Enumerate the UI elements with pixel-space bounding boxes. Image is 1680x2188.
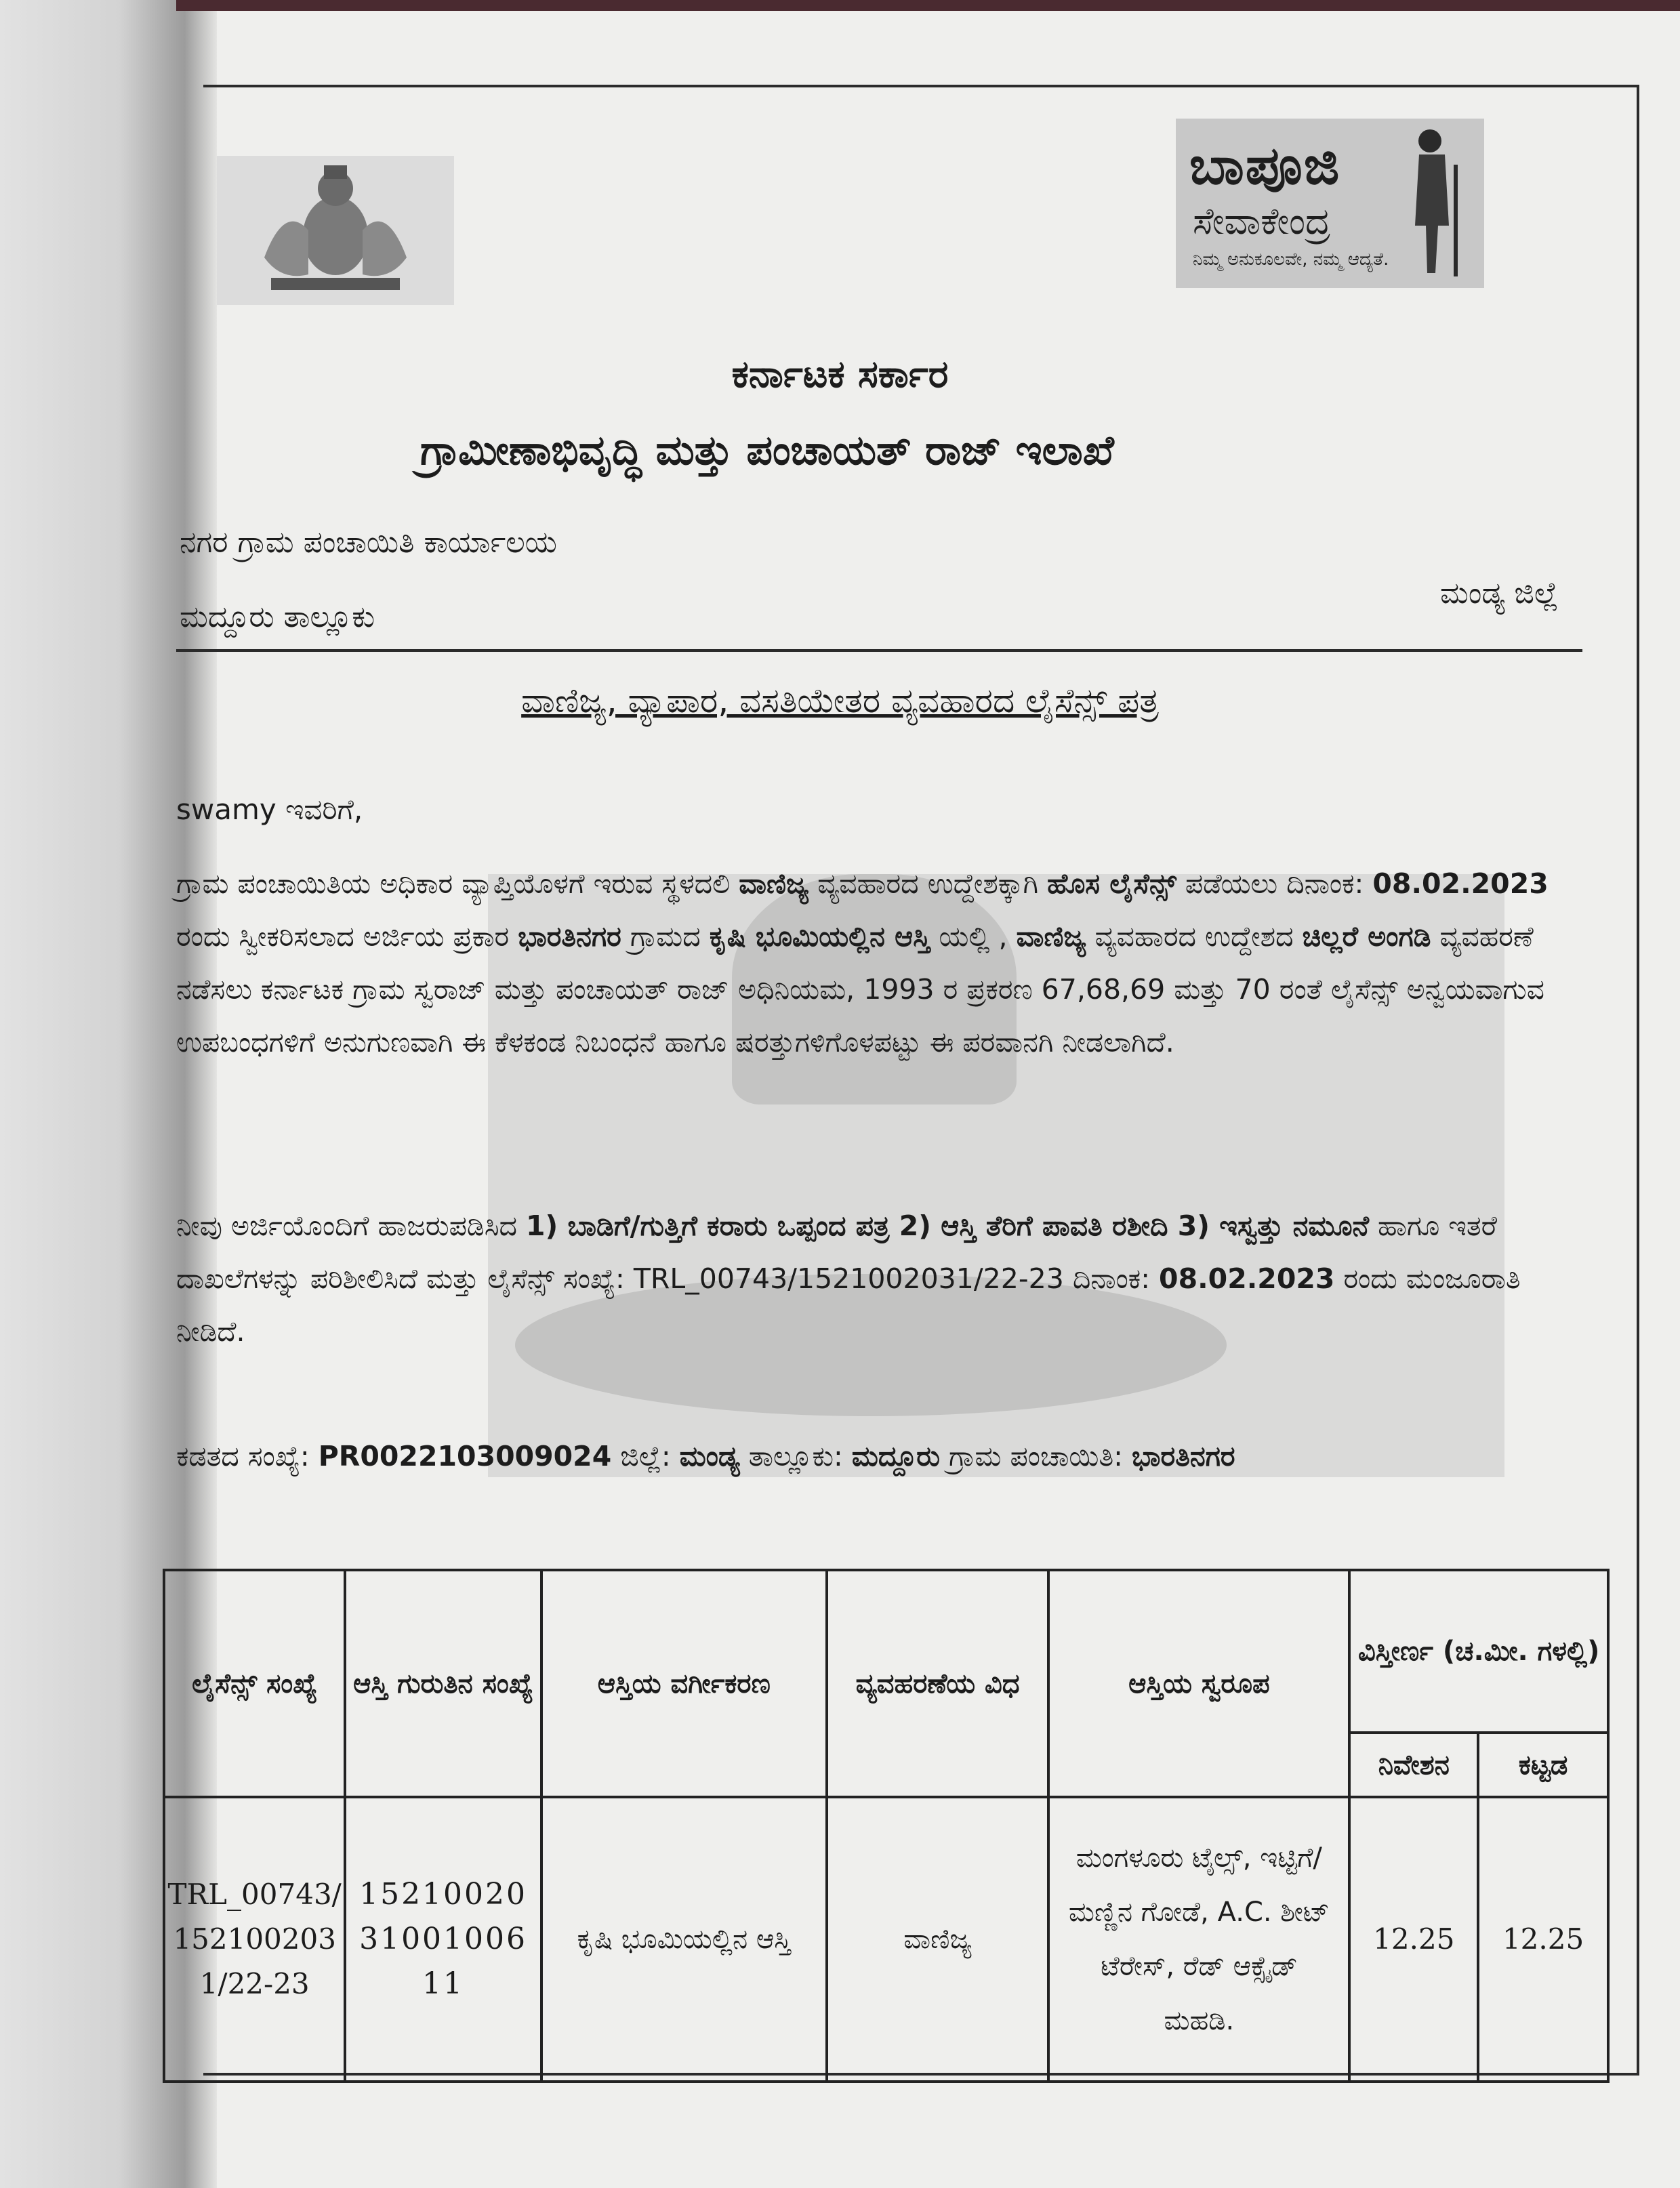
file-number: PR0022103009024 bbox=[318, 1440, 612, 1472]
district-value: ಮಂಡ್ಯ bbox=[679, 1440, 740, 1472]
taluk-value: ಮದ್ದೂರು bbox=[851, 1440, 940, 1472]
cell-building-area: 12.25 bbox=[1478, 1797, 1608, 2082]
text: ರಂದು ಸ್ವೀಕರಿಸಲಾದ ಅರ್ಜಿಯ ಪ್ರಕಾರ bbox=[176, 920, 518, 953]
text: ವ್ಯವಹಾರದ ಉದ್ದೇಶಕ್ಕಾಗಿ bbox=[808, 867, 1048, 900]
government-heading: ಕರ್ನಾಟಕ ಸರ್ಕಾರ bbox=[731, 352, 949, 396]
header-building: ಕಟ್ಟಡ bbox=[1478, 1733, 1608, 1797]
logo-tagline: ನಿಮ್ಮ ಅನುಕೂಲವೇ, ನಮ್ಮ ಆದ್ಯತೆ. bbox=[1193, 249, 1389, 270]
text: ಗ್ರಾಮ ಪಂಚಾಯಿತಿಯ ಅಧಿಕಾರ ವ್ಯಾಪ್ತಿಯೊಳಗೆ ಇರುವ ಸ್ಥಳದಲಿ bbox=[176, 867, 739, 900]
text: ವ್ಯವಹಾರದ ಉದ್ದೇಶದ bbox=[1086, 920, 1303, 953]
village-name: ಭಾರತಿನಗರ bbox=[518, 920, 621, 953]
header-property-nature: ಆಸ್ತಿಯ ಸ್ವರೂಪ bbox=[1048, 1570, 1349, 1797]
text: ಗ್ರಾಮದ bbox=[621, 920, 710, 953]
header-property-id: ಆಸ್ತಿ ಗುರುತಿನ ಸಂಖ್ಯೆ bbox=[345, 1570, 541, 1797]
text: ಕಡತದ ಸಂಖ್ಯೆ: bbox=[176, 1440, 319, 1472]
text: ಯಲ್ಲಿ , bbox=[930, 920, 1017, 953]
header-divider bbox=[176, 649, 1582, 652]
logo-title: ಬಾಪೂಜಿ bbox=[1189, 136, 1341, 197]
header-site: ನಿವೇಶನ bbox=[1349, 1733, 1478, 1797]
file-details-line bbox=[176, 1440, 1235, 1473]
documents-paragraph bbox=[176, 1199, 1586, 1358]
text: ಜಿಲ್ಲೆ: bbox=[611, 1440, 680, 1472]
header-license-number: ಲೈಸೆನ್ಸ್ ಸಂಖ್ಯೆ bbox=[164, 1570, 345, 1797]
cell-classification: ಕೃಷಿ ಭೂಮಿಯಲ್ಲಿನ ಆಸ್ತಿ bbox=[541, 1797, 827, 2082]
certificate-title: ವಾಣಿಜ್ಯ, ವ್ಯಾಪಾರ, ವಸತಿಯೇತರ ವ್ಯವಹಾರದ ಲೈಸೆನ್ಸ್ ಪತ್ರ bbox=[521, 681, 1159, 720]
cell-property-id: 152100203100100611 bbox=[345, 1797, 541, 2082]
header-classification: ಆಸ್ತಿಯ ವರ್ಗೀಕರಣ bbox=[541, 1570, 827, 1797]
cell-license-number: TRL_00743/1521002031/22-23 bbox=[164, 1797, 345, 2082]
text: ನೀವು ಅರ್ಜಿಯೊಂದಿಗೆ ಹಾಜರುಪಡಿಸಿದ bbox=[176, 1210, 527, 1242]
karnataka-emblem-icon bbox=[217, 156, 454, 305]
cell-property-nature: ಮಂಗಳೂರು ಟೈಲ್ಸ್, ಇಟ್ಟಿಗೆ/ ಮಣ್ಣಿನ ಗೋಡೆ, A.C. ಶೀಟ್ ಟೆರೇಸ್, ರೆಡ್ ಆಕ್ಸೈಡ್ ಮಹಡಿ. bbox=[1048, 1797, 1349, 2082]
cell-site-area: 12.25 bbox=[1349, 1797, 1478, 2082]
text: ಹಾಗೂ ಇತರೆ ದಾಖಲೆಗಳನ್ನು ಪರಿಶೀಲಿಸಿದೆ ಮತ್ತು ಲೈಸೆನ್ಸ್ ಸಂಖ್ಯೆ: TRL_00743/1521002031/22-23 ದಿನಾಂಕ: bbox=[176, 1210, 1497, 1295]
top-edge-strip bbox=[176, 0, 1680, 11]
text: ಪಡೆಯಲು ದಿನಾಂಕ: bbox=[1176, 867, 1373, 900]
bold-text: ವಾಣಿಜ್ಯ bbox=[1016, 920, 1086, 953]
documents-list: 1) ಬಾಡಿಗೆ/ಗುತ್ತಿಗೆ ಕರಾರು ಒಪ್ಪಂದ ಪತ್ರ 2) ಆಸ್ತಿ ತೆರಿಗೆ ಪಾವತಿ ರಶೀದಿ 3) ಇಸ್ವತ್ತು ನಮೂನೆ bbox=[526, 1210, 1369, 1242]
logo-subtitle: ಸೇವಾಕೇಂದ್ರ bbox=[1193, 200, 1331, 243]
cell-business-type: ವಾಣಿಜ್ಯ bbox=[827, 1797, 1048, 2082]
application-date: 08.02.2023 bbox=[1372, 867, 1549, 900]
property-type: ಕೃಷಿ ಭೂಮಿಯಲ್ಲಿನ ಆಸ್ತಿ bbox=[709, 920, 930, 953]
addressee: swamy ಇವರಿಗೆ, bbox=[176, 793, 363, 826]
text: ಗ್ರಾಮ ಪಂಚಾಯಿತಿ: bbox=[939, 1440, 1132, 1472]
taluk-name: ಮದ್ದೂರು ತಾಲ್ಲೂಕು bbox=[180, 600, 375, 634]
district-name: ಮಂಡ್ಯ ಜಿಲ್ಲೆ bbox=[1440, 576, 1559, 611]
text: ರಂದು ಮಂಜೂರಾತಿ ನೀಡಿದೆ. bbox=[176, 1262, 1521, 1348]
department-heading: ಗ್ರಾಮೀಣಾಭಿವೃದ್ಧಿ ಮತ್ತು ಪಂಚಾಯತ್ ರಾಜ್ ಇಲಾಖೆ bbox=[420, 427, 1114, 474]
office-name: ನಗರ ಗ್ರಾಮ ಪಂಚಾಯಿತಿ ಕಾರ್ಯಾಲಯ bbox=[180, 525, 557, 560]
license-body-paragraph bbox=[176, 857, 1586, 1069]
header-business-type: ವ್ಯವಹರಣೆಯ ವಿಧ bbox=[827, 1570, 1048, 1797]
bold-text: ಹೊಸ ಲೈಸೆನ್ಸ್ bbox=[1047, 867, 1176, 900]
header-area: ವಿಸ್ತೀರ್ಣ (ಚ.ಮೀ. ಗಳಲ್ಲಿ) bbox=[1349, 1570, 1608, 1733]
panchayat-value: ಭಾರತಿನಗರ bbox=[1132, 1440, 1235, 1472]
bold-text: ವಾಣಿಜ್ಯ bbox=[739, 867, 809, 900]
business-name: ಚಿಲ್ಲರೆ ಅಂಗಡಿ bbox=[1302, 920, 1431, 953]
text: ವ್ಯವಹರಣೆ ನಡೆಸಲು ಕರ್ನಾಟಕ ಗ್ರಾಮ ಸ್ವರಾಜ್ ಮತ್ತು ಪಂಚಾಯತ್ ರಾಜ್ ಅಧಿನಿಯಮ, 1993 ರ ಪ್ರಕರಣ 67,68,69 ಮತ್ತು 70 ರಂತೆ ಲೈಸೆನ್ಸ್ ಅನ್ವಯವಾಗುವ ಉಪಬಂಧಗಳಿಗೆ ಅನುಗುಣವಾಗಿ ಈ ಕೆಳಕಂಡ ನಿಬಂಧನೆ ಹಾಗೂ ಷರತ್ತುಗಳಿಗೊಳಪಟ್ಟು ಈ ಪರವಾನಗಿ ನೀಡಲಾಗಿದೆ. bbox=[176, 920, 1544, 1058]
license-date: 08.02.2023 bbox=[1159, 1262, 1335, 1295]
license-details-table bbox=[163, 1569, 1610, 2083]
text: ತಾಲ್ಲೂಕು: bbox=[739, 1440, 852, 1472]
